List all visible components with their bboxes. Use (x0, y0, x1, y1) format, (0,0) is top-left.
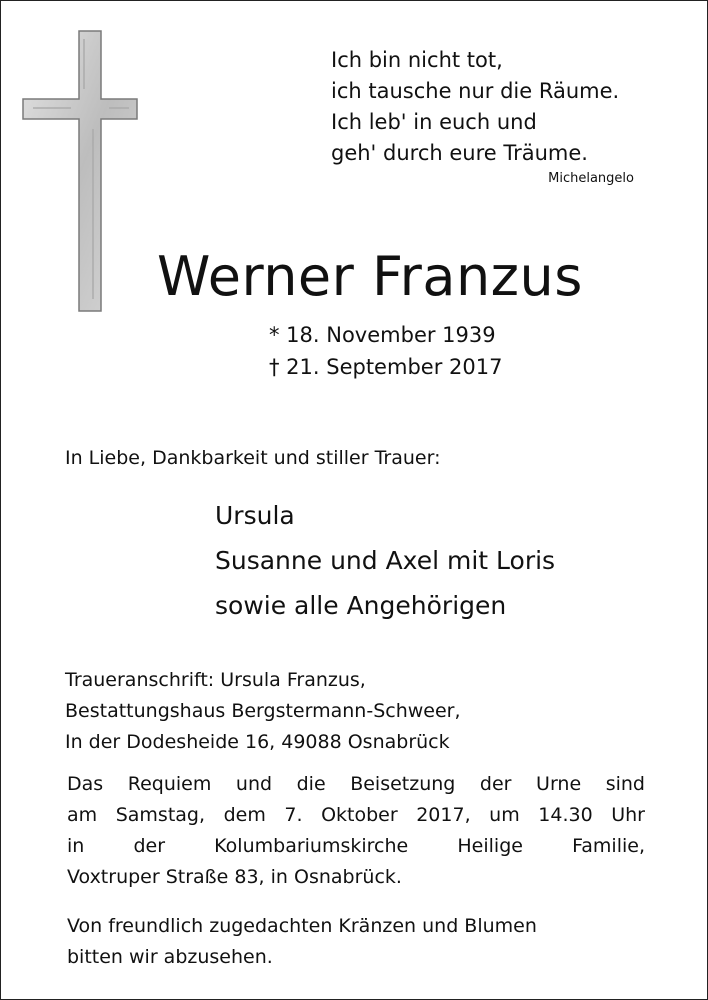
poem-line: ich tausche nur die Räume. (331, 79, 620, 103)
flowers-line: bitten wir abzusehen. (67, 946, 273, 968)
mourning-address (65, 665, 461, 758)
poem (331, 45, 634, 186)
death-date: † 21. September 2017 (269, 355, 503, 379)
mourning-intro: In Liebe, Dankbarkeit und stiller Trauer: (65, 447, 441, 469)
deceased-name: Werner Franzus (157, 245, 583, 308)
family-members (215, 493, 555, 628)
requiem-info (67, 769, 645, 893)
family-line: Ursula (215, 501, 295, 530)
flowers-line: Von freundlich zugedachten Kränzen und Blumen (67, 915, 537, 937)
requiem-line: am Samstag, dem 7. Oktober 2017, um 14.30 Uhr (67, 804, 645, 826)
address-line: Traueranschrift: Ursula Franzus, (65, 669, 366, 691)
poem-line: Ich bin nicht tot, (331, 48, 503, 72)
requiem-line: Das Requiem und die Beisetzung der Urne sind (67, 773, 645, 795)
stone-cross-icon (21, 29, 139, 313)
family-line: Susanne und Axel mit Loris (215, 546, 556, 575)
requiem-line: Voxtruper Straße 83, in Osnabrück. (67, 866, 402, 888)
family-line: sowie alle Angehörigen (215, 591, 507, 620)
life-dates (269, 319, 502, 383)
address-line: Bestattungshaus Bergstermann-Schweer, (65, 700, 461, 722)
poem-line: geh' durch eure Träume. (331, 141, 588, 165)
address-line: In der Dodesheide 16, 49088 Osnabrück (65, 731, 450, 753)
flowers-note (67, 911, 645, 973)
requiem-line: in der Kolumbariumskirche Heilige Familie, (67, 835, 645, 857)
birth-date: * 18. November 1939 (269, 323, 496, 347)
poem-author: Michelangelo (548, 171, 634, 186)
poem-line: Ich leb' in euch und (331, 110, 537, 134)
